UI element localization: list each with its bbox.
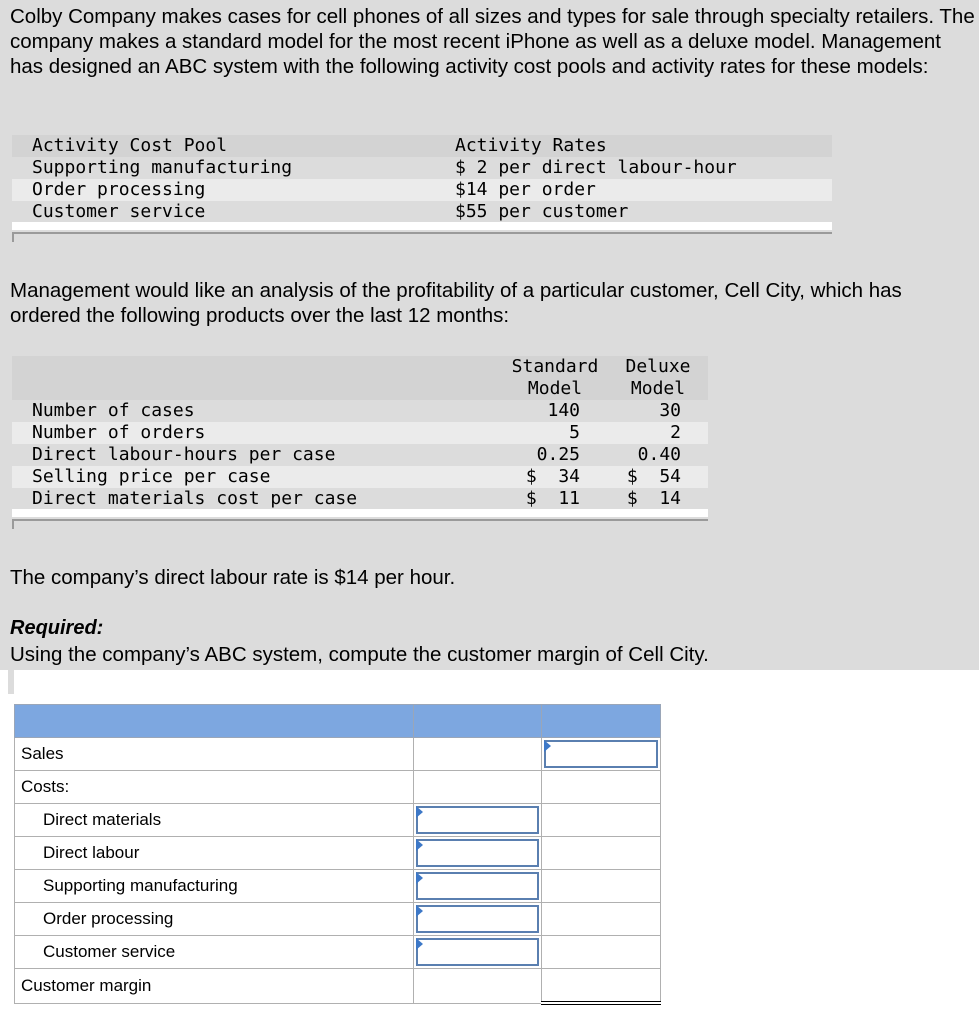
product-row-label: Direct materials cost per case	[32, 488, 358, 509]
table-row-sales	[15, 738, 661, 771]
sales-input[interactable]	[544, 740, 658, 768]
deluxe-value: $ 14	[626, 488, 681, 509]
standard-value: $ 11	[525, 488, 580, 509]
supporting-manufacturing-input[interactable]	[416, 872, 539, 900]
deluxe-value: $ 54	[626, 466, 681, 487]
customer-service-input[interactable]	[416, 938, 539, 966]
product-row-label: Number of cases	[32, 400, 195, 421]
customer-margin-cell	[542, 969, 661, 1004]
deluxe-value: 0.40	[637, 444, 681, 465]
row-label: Order processing	[15, 903, 414, 936]
standard-value: 5	[569, 422, 580, 443]
row-label: Direct labour	[15, 837, 414, 870]
direct-labour-input[interactable]	[416, 839, 539, 867]
row-label: Supporting manufacturing	[15, 870, 414, 903]
activity-rate: $55 per customer	[455, 201, 629, 222]
row-label: Customer service	[15, 936, 414, 969]
standard-header: Standard	[511, 356, 599, 377]
activity-pool: Order processing	[32, 179, 206, 200]
cell-city-paragraph: Management would like an analysis of the profitability of a particular customer, Cell City, which has ordered the following products over the last 12 months:	[10, 279, 902, 327]
activity-pool: Customer service	[32, 201, 206, 222]
activity-header-rate: Activity Rates	[455, 135, 607, 156]
row-label: Customer margin	[15, 969, 414, 1004]
deluxe-value: 2	[670, 422, 681, 443]
standard-header-model: Model	[527, 378, 583, 399]
table-row-customer-service	[15, 936, 661, 969]
row-label: Direct materials	[15, 804, 414, 837]
panel-edge	[8, 668, 14, 694]
deluxe-value: 30	[659, 400, 681, 421]
deluxe-header: Deluxe	[625, 356, 691, 377]
deluxe-header-model: Model	[630, 378, 686, 399]
required-title: Required:	[10, 617, 104, 639]
labour-rate-text: The company’s direct labour rate is $14 per hour.	[10, 566, 456, 589]
table-row-order-processing	[15, 903, 661, 936]
activity-pool: Supporting manufacturing	[32, 157, 293, 178]
standard-value: 140	[547, 400, 580, 421]
table-row-direct-materials	[15, 804, 661, 837]
activity-header-pool: Activity Cost Pool	[32, 135, 228, 156]
table-row-costs	[15, 771, 661, 804]
table-row-customer-margin	[15, 969, 661, 1004]
product-row-label: Selling price per case	[32, 466, 271, 487]
direct-materials-input[interactable]	[416, 806, 539, 834]
standard-value: 0.25	[536, 444, 580, 465]
product-row-label: Number of orders	[32, 422, 206, 443]
required-text: Using the company’s ABC system, compute the customer margin of Cell City.	[10, 643, 709, 666]
customer-margin-table	[14, 704, 661, 1005]
table-header-row	[15, 705, 661, 738]
table-row-direct-labour	[15, 837, 661, 870]
order-processing-input[interactable]	[416, 905, 539, 933]
product-row-label: Direct labour-hours per case	[32, 444, 336, 465]
activity-rate: $ 2 per direct labour-hour	[455, 157, 737, 178]
activity-rate: $14 per order	[455, 179, 596, 200]
intro-paragraph: Colby Company makes cases for cell phones of all sizes and types for sale through specialty retailers. The company makes a standard model for the most recent iPhone as well as a deluxe model. Management has designed an ABC system with the following activity cost pools and activity rates for these models:	[10, 5, 975, 78]
table-row-supporting-manufacturing	[15, 870, 661, 903]
row-label: Costs:	[15, 771, 414, 804]
standard-value: $ 34	[525, 466, 580, 487]
row-label: Sales	[15, 738, 414, 771]
